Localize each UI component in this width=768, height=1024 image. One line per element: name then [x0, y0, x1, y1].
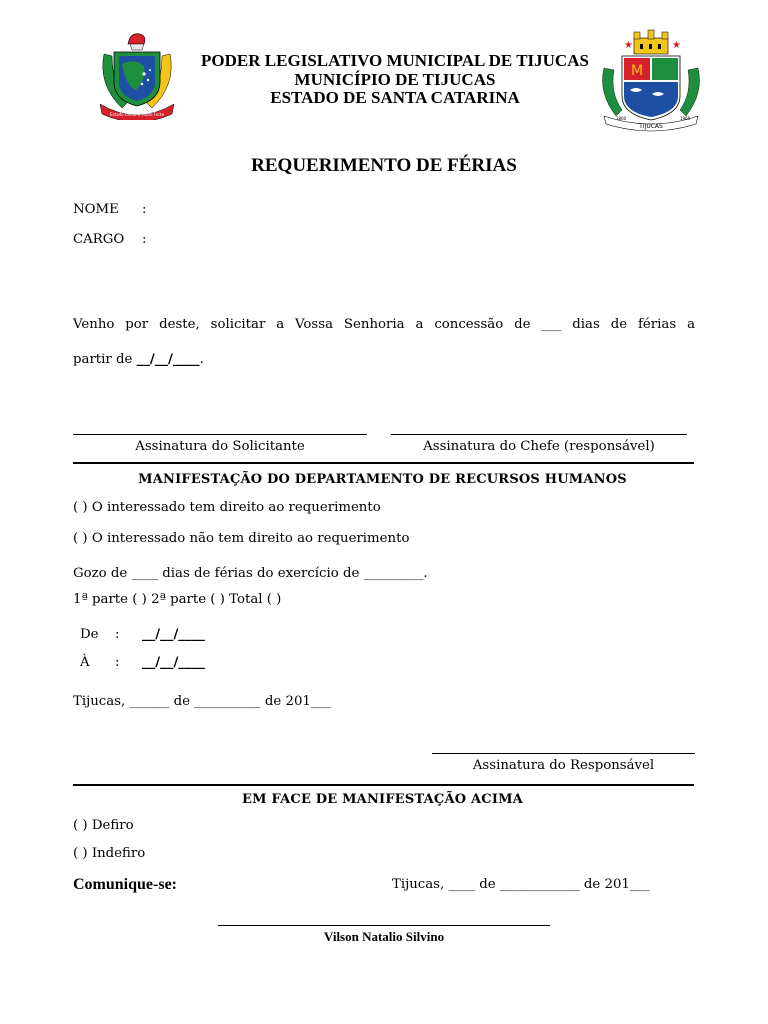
comunique-label: Comunique-se: [73, 876, 178, 893]
header-line-1: PODER LEGISLATIVO MUNICIPAL DE TIJUCAS [201, 51, 589, 70]
signature-chefe-label: Assinatura do Chefe (responsável) [423, 439, 655, 454]
signature-line-responsavel [432, 753, 695, 754]
option-defiro: ( ) Defiro [73, 818, 134, 833]
rh-option-direito: ( ) O interessado tem direito ao requerimento [73, 500, 381, 515]
svg-text:★: ★ [624, 40, 633, 51]
cargo-colon: : [142, 232, 147, 247]
cargo-label: CARGO [73, 232, 125, 247]
svg-text:1960: 1960 [680, 116, 691, 121]
rh-section-title: MANIFESTAÇÃO DO DEPARTAMENTO DE RECURSOS HUMANOS [138, 472, 627, 487]
svg-text:★: ★ [672, 40, 681, 51]
svg-text:M: M [630, 63, 644, 79]
decisao-section-title: EM FACE DE MANIFESTAÇÃO ACIMA [242, 792, 523, 807]
header-line-3: ESTADO DE SANTA CATARINA [270, 88, 520, 107]
svg-text:Estado Unido e Muito Forte: Estado Unido e Muito Forte [109, 112, 165, 117]
signature-line-signer [218, 925, 550, 926]
request-line-1: Venho por deste, solicitar a Vossa Senhoria a concessão de ___ dias de férias a [73, 317, 695, 332]
rh-local-date: Tijucas, ______ de __________ de 201___ [73, 694, 331, 709]
svg-text:TIJUCAS: TIJUCAS [639, 123, 663, 130]
signature-responsavel-label: Assinatura do Responsável [472, 758, 655, 773]
svg-text:1860: 1860 [616, 116, 627, 121]
de-date: __/__/____ [142, 627, 205, 642]
gozo-line: Gozo de ____ dias de férias do exercício de _________. [73, 566, 428, 581]
signature-line-chefe [391, 434, 687, 435]
signature-line-solicitante [73, 434, 367, 435]
a-colon: : [115, 655, 120, 670]
a-label: À [80, 655, 90, 670]
a-date: __/__/____ [142, 655, 205, 670]
de-label: De [80, 627, 99, 642]
section-divider-1 [73, 462, 694, 464]
section-divider-2 [73, 784, 694, 786]
nome-label: NOME [73, 202, 119, 217]
rh-option-sem-direito: ( ) O interessado não tem direito ao requerimento [73, 531, 410, 546]
nome-colon: : [142, 202, 147, 217]
partes-line: 1ª parte ( ) 2ª parte ( ) Total ( ) [73, 592, 282, 607]
signature-solicitante-label: Assinatura do Solicitante [135, 439, 305, 454]
page-title: REQUERIMENTO DE FÉRIAS [251, 155, 517, 176]
signer-name: Vilson Natalio Silvino [323, 929, 445, 944]
header-line-2: MUNICÍPIO DE TIJUCAS [294, 70, 496, 89]
option-indefiro: ( ) Indefiro [73, 846, 146, 861]
de-colon: : [115, 627, 120, 642]
request-line-2: partir de __/__/____. [73, 352, 204, 367]
decisao-local-date: Tijucas, ____ de ____________ de 201___ [392, 877, 650, 892]
